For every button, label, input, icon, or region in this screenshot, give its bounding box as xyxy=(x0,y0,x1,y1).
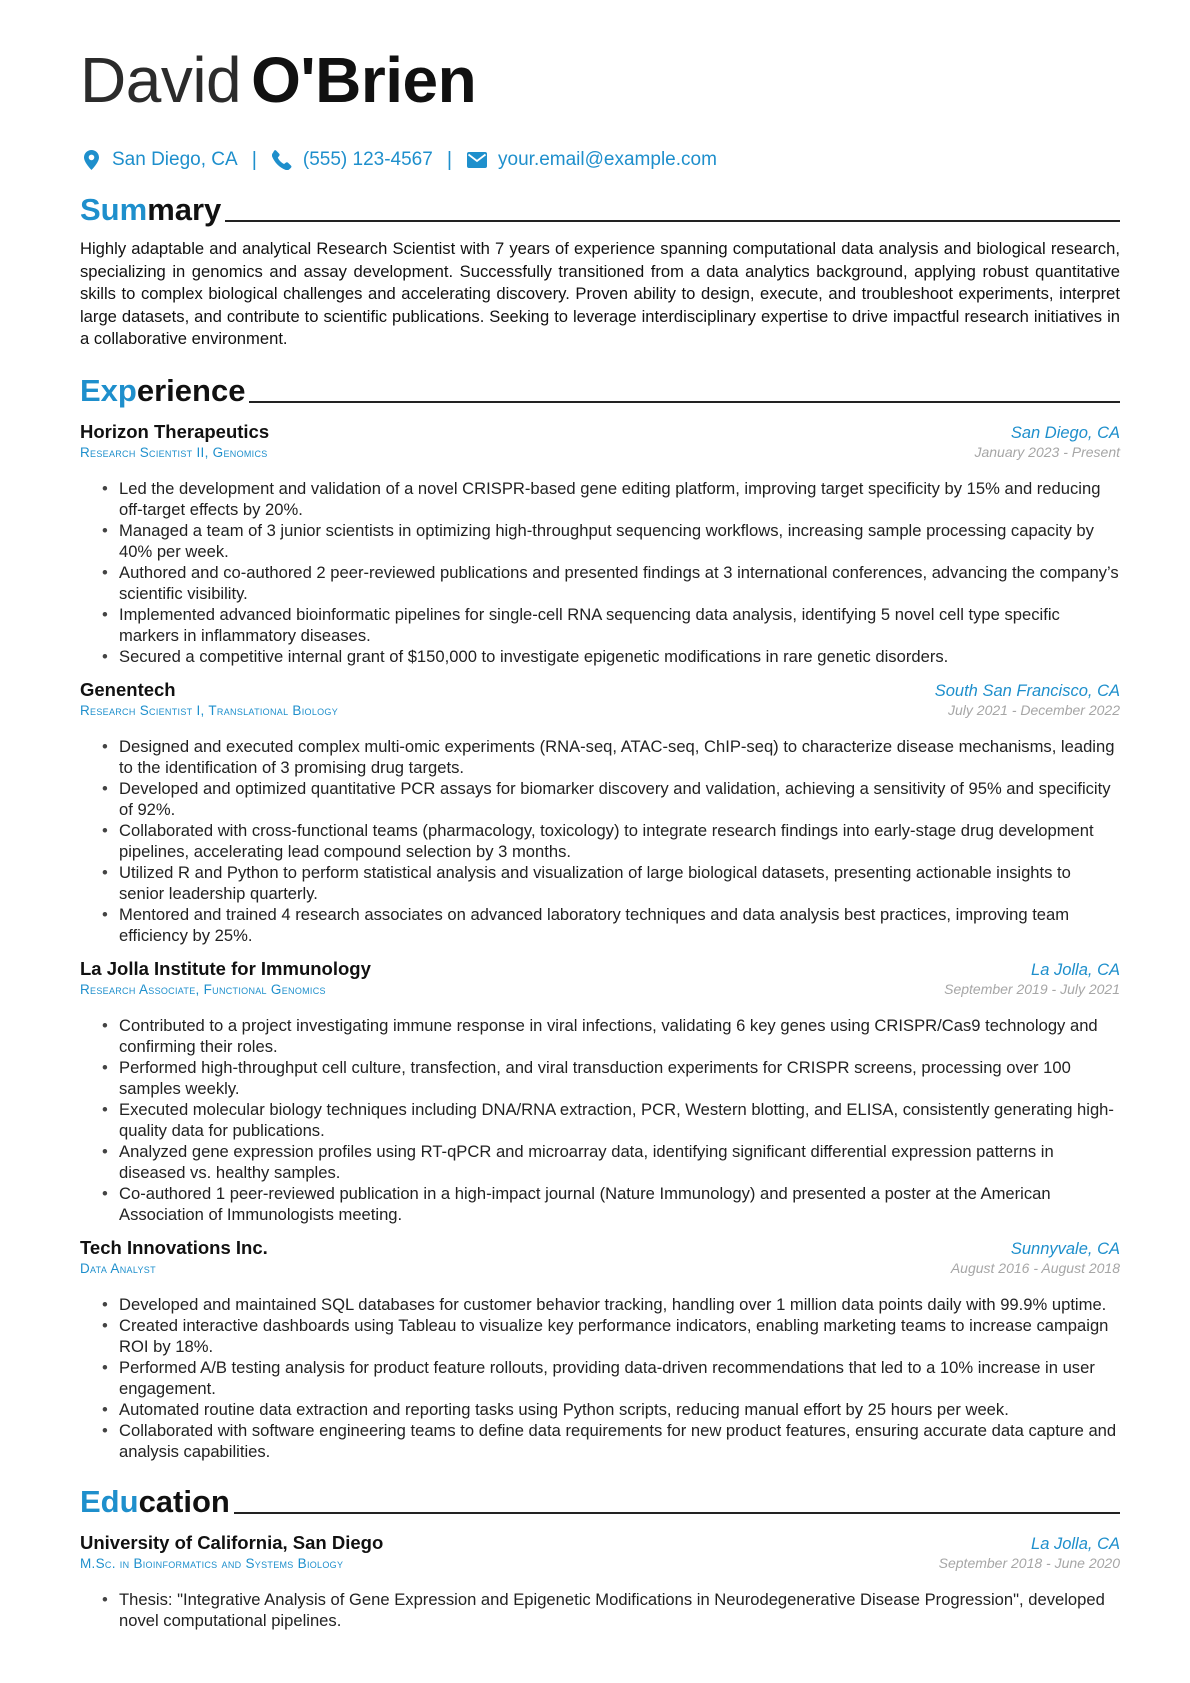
date-range: July 2021 - December 2022 xyxy=(948,701,1120,718)
section-title: Experience xyxy=(80,372,246,408)
phone-icon xyxy=(271,149,293,171)
education-list xyxy=(80,1532,1120,1631)
contact-line xyxy=(80,146,1120,174)
organization-name: University of California, San Diego xyxy=(80,1531,384,1553)
bullet-list xyxy=(80,478,1120,667)
job-entry xyxy=(80,1237,1120,1462)
resume-page xyxy=(80,40,1120,1631)
bullet-item: • Managed a team of 3 junior scientists in optimizing high-throughput sequencing workflows, increasing sample processing capacity by 40% per week. xyxy=(80,520,1120,562)
role-title: Research Scientist I, Translational Biology xyxy=(80,702,339,718)
bullet-item: • Performed A/B testing analysis for product feature rollouts, providing data-driven recommendations that led to a 10% increase in user engagement. xyxy=(80,1357,1120,1399)
first-name: David xyxy=(80,44,242,116)
section-rule xyxy=(249,401,1120,403)
bullet-item: • Developed and optimized quantitative PCR assays for biomarker discovery and validation, achieving a sensitivity of 95% and specificity of 92%. xyxy=(80,778,1120,820)
date-range: January 2023 - Present xyxy=(974,443,1120,460)
bullet-item: • Analyzed gene expression profiles using RT-qPCR and microarray data, identifying significant differential expression patterns in diseased vs. healthy samples. xyxy=(80,1141,1120,1183)
experience-list xyxy=(80,421,1120,1462)
entry-location: South San Francisco, CA xyxy=(934,681,1120,700)
bullet-item: • Co-authored 1 peer-reviewed publication in a high-impact journal (Nature Immunology) and presented a poster at the American Association of Immunologists meeting. xyxy=(80,1183,1120,1225)
envelope-icon xyxy=(466,149,488,171)
section-rule xyxy=(225,220,1120,222)
candidate-name xyxy=(80,40,1120,120)
bullet-list xyxy=(80,1294,1120,1462)
bullet-list xyxy=(80,1015,1120,1225)
role-title: Research Scientist II, Genomics xyxy=(80,444,268,460)
map-marker-icon xyxy=(80,149,102,171)
bullet-item: • Authored and co-authored 2 peer-reviewed publications and presented findings at 3 international conferences, advancing the company’s scientific visibility. xyxy=(80,562,1120,604)
location-text: San Diego, CA xyxy=(112,149,238,170)
bullet-item: • Mentored and trained 4 research associates on advanced laboratory techniques and data analysis best practices, improving team efficiency by 25%. xyxy=(80,904,1120,946)
bullet-item: • Executed molecular biology techniques including DNA/RNA extraction, PCR, Western blotting, and ELISA, consistently generating high-quality data for publications. xyxy=(80,1099,1120,1141)
education-entry xyxy=(80,1532,1120,1631)
entry-location: La Jolla, CA xyxy=(1031,960,1120,979)
bullet-list xyxy=(80,736,1120,946)
role-title: Data Analyst xyxy=(80,1260,156,1276)
date-range: September 2019 - July 2021 xyxy=(944,980,1120,997)
phone-text: (555) 123-4567 xyxy=(302,149,433,170)
experience-heading xyxy=(80,365,1120,409)
summary-heading xyxy=(80,184,1120,228)
job-entry xyxy=(80,958,1120,1225)
bullet-item: • Collaborated with cross-functional teams (pharmacology, toxicology) to integrate research findings into early-stage drug development pipelines, accelerating lead compound selection by 3 months. xyxy=(80,820,1120,862)
bullet-item: • Implemented advanced bioinformatic pipelines for single-cell RNA sequencing data analysis, identifying 5 novel cell type specific markers in inflammatory diseases. xyxy=(80,604,1120,646)
organization-name: La Jolla Institute for Immunology xyxy=(80,957,371,979)
summary-text: Highly adaptable and analytical Research Scientist with 7 years of experience spanning computational data analysis and biological research, specializing in genomics and assay development. Successfully transitioned from a data analytics background, applying robust quantitative skills to complex biological challenges and accelerating discovery. Proven ability to design, execute, and troubleshoot experiments, interpret large datasets, and contribute to scientific publications. Seeking to leverage interdisciplinary expertise to drive impactful research initiatives in a collaborative environment. xyxy=(80,239,1120,348)
education-heading xyxy=(80,1476,1120,1520)
bullet-item: • Created interactive dashboards using Tableau to visualize key performance indicators, enabling marketing teams to increase campaign ROI by 18%. xyxy=(80,1315,1120,1357)
bullet-item: • Contributed to a project investigating immune response in viral infections, validating 6 key genes using CRISPR/Cas9 technology and confirming their roles. xyxy=(80,1015,1120,1057)
entry-location: Sunnyvale, CA xyxy=(1010,1239,1120,1258)
bullet-item: • Designed and executed complex multi-omic experiments (RNA-seq, ATAC-seq, ChIP-seq) to characterize disease mechanisms, leading to the identification of 3 promising drug targets. xyxy=(80,736,1120,778)
section-title: Education xyxy=(80,1483,230,1519)
bullet-item: • Secured a competitive internal grant of $150,000 to investigate epigenetic modifications in rare genetic disorders. xyxy=(80,646,1120,667)
last-name: O'Brien xyxy=(251,44,477,116)
contact-phone[interactable] xyxy=(271,149,433,171)
bullet-item: • Developed and maintained SQL databases for customer behavior tracking, handling over 1 million data points daily with 99.9% uptime. xyxy=(80,1294,1120,1315)
email-text: your.email@example.com xyxy=(498,149,717,170)
organization-name: Tech Innovations Inc. xyxy=(80,1236,268,1258)
contact-location xyxy=(80,149,238,171)
bullet-item: • Collaborated with software engineering teams to define data requirements for new product features, ensuring accurate data capture and analysis capabilities. xyxy=(80,1420,1120,1462)
role-title: Research Associate, Functional Genomics xyxy=(80,981,326,997)
entry-location: San Diego, CA xyxy=(1010,423,1120,442)
bullet-item: • Automated routine data extraction and reporting tasks using Python scripts, reducing manual effort by 25 hours per week. xyxy=(80,1399,1120,1420)
section-title: Summary xyxy=(80,192,222,227)
bullet-item: • Utilized R and Python to perform statistical analysis and visualization of large biological datasets, presenting actionable insights to senior leadership quarterly. xyxy=(80,862,1120,904)
bullet-item: • Led the development and validation of a novel CRISPR-based gene editing platform, improving target specificity by 15% and reducing off-target effects by 20%. xyxy=(80,478,1120,520)
contact-separator: | xyxy=(446,148,453,171)
section-rule xyxy=(234,1512,1120,1514)
contact-separator: | xyxy=(251,148,257,171)
role-title: M.Sc. in Bioinformatics and Systems Biology xyxy=(80,1555,344,1571)
job-entry xyxy=(80,679,1120,946)
bullet-item: • Thesis: "Integrative Analysis of Gene Expression and Epigenetic Modifications in Neurodegenerative Disease Progression", developed novel computational pipelines. xyxy=(80,1589,1120,1631)
organization-name: Genentech xyxy=(80,678,176,700)
bullet-list xyxy=(80,1589,1120,1631)
date-range: August 2016 - August 2018 xyxy=(950,1259,1120,1276)
organization-name: Horizon Therapeutics xyxy=(80,420,270,442)
contact-email[interactable] xyxy=(466,149,717,171)
job-entry xyxy=(80,421,1120,667)
date-range: September 2018 - June 2020 xyxy=(938,1554,1120,1571)
entry-location: La Jolla, CA xyxy=(1031,1534,1120,1553)
bullet-item: • Performed high-throughput cell culture, transfection, and viral transduction experiments for CRISPR screens, processing over 100 samples weekly. xyxy=(80,1057,1120,1099)
